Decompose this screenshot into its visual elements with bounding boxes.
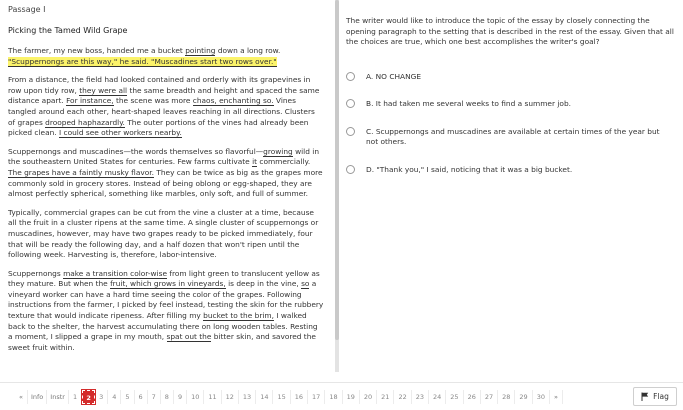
answer-choice-b[interactable] <box>346 99 676 110</box>
underlined-text[interactable]: it <box>252 157 258 167</box>
flag-button[interactable] <box>633 387 677 406</box>
passage-paragraph-1: The farmer, my new boss, handed me a bucket pointing down a long row. "Scuppernongs are this way," he said. "Muscadines start two rows over." <box>8 46 281 66</box>
underlined-text[interactable]: spat out the <box>166 332 212 342</box>
question-nav <box>15 390 563 404</box>
pane-scrollbar-thumb[interactable] <box>335 0 339 340</box>
question-number[interactable]: 28 <box>498 390 515 404</box>
choice-label[interactable]: C. Scuppernongs and muscadines are available at certain times of the year but not others. <box>366 126 660 146</box>
radio-button[interactable] <box>346 99 355 108</box>
question-number[interactable]: 5 <box>121 390 134 404</box>
question-number[interactable]: 12 <box>222 390 239 404</box>
question-number[interactable]: 11 <box>204 390 221 404</box>
underlined-text[interactable]: so <box>301 279 310 289</box>
flag-label[interactable]: Flag <box>653 392 669 401</box>
underlined-text[interactable]: bucket to the brim, <box>203 311 274 321</box>
question-number[interactable]: 15 <box>273 390 290 404</box>
underlined-text[interactable]: The grapes have a faintly musky flavor. <box>8 167 154 177</box>
question-number[interactable]: 17 <box>308 390 325 404</box>
question-number[interactable]: 4 <box>108 390 121 404</box>
question-number-current[interactable]: 2 <box>82 390 95 404</box>
question-number[interactable]: 10 <box>187 390 204 404</box>
underlined-text[interactable]: fruit, which grows in vineyards, <box>110 279 226 289</box>
radio-button[interactable] <box>346 127 355 136</box>
passage-paragraph-3: Scuppernongs and muscadines—the words themselves so flavorful—growing wild in the southeastern United States for centuries. Few farms cultivate it commercially. The grapes have a faintly musky flavor. They can be twice as big as the grapes more commonly sold in grocery stores. Instead of being oblong or egg-shaped, they are almost perfectly spherical, something like marbles, only soft, and full of summer. <box>8 146 323 199</box>
underlined-text[interactable]: they were all <box>79 85 128 95</box>
passage-paragraph-2: From a distance, the field had looked contained and orderly with its grapevines in row upon tidy row, they were all the same breadth and height and spaced the same distance apart. For instance, the scene was more chaos, enchanting so. Vines tangled around each other, heart-shaped leaves reaching in all directions. Clusters of grapes drooped haphazardly. The outer portions of the vines had already been picked clean. I could see other workers nearby. <box>8 75 320 138</box>
passage-pane[interactable] <box>0 0 330 382</box>
passage-title: Picking the Tamed Wild Grape <box>8 26 128 35</box>
underlined-text[interactable]: I could see other workers nearby. <box>59 128 182 138</box>
passage-paragraph-4: Typically, commercial grapes can be cut from the vine a cluster at a time, because all the fruit in a cluster ripens at the same time. A single cluster of scuppernongs or muscadines, however, may have two grapes ready to be picked immediately, four that will be ready the following day, and a half dozen that won't ripen until the following week. Harvesting is, therefore, labor-intensive. <box>8 207 319 260</box>
question-pane <box>346 16 676 192</box>
question-navigation-bar <box>0 382 683 410</box>
previous-arrow[interactable]: « <box>15 390 28 404</box>
answer-choice-c[interactable] <box>346 127 676 148</box>
question-prompt: The writer would like to introduce the topic of the essay by closely connecting the opening paragraph to the setting that is described in the rest of the essay. Given that all the choices are true, which one best accomplishes the writer's goal? <box>346 16 674 46</box>
answer-choice-a[interactable] <box>346 72 676 83</box>
choice-label[interactable]: B. It had taken me several weeks to find a summer job. <box>366 99 571 108</box>
question-number[interactable]: 16 <box>291 390 308 404</box>
question-number[interactable]: 19 <box>343 390 360 404</box>
passage-paragraph-5: Scuppernongs make a transition color-wise from light green to translucent yellow as they mature. But when the fruit, which grows in vineyards, is deep in the vine, so a vineyard worker can have a hard time seeing the color of the grapes. Following instructions from the farmer, I picked by feel instead, testing the skin for the rubbery texture that would indicate ripeness. After filling my bucket to the brim, I walked back to the shelter, the harvest accumulating there on long wooden tables. Resting a moment, I slipped a grape in my mouth, spat out the bitter skin, and savored the sweet fruit within. <box>8 268 324 352</box>
radio-button[interactable] <box>346 165 355 174</box>
question-number[interactable]: 13 <box>239 390 256 404</box>
question-number[interactable]: 14 <box>256 390 273 404</box>
question-number[interactable]: 30 <box>533 390 550 404</box>
choice-label[interactable]: D. "Thank you," I said, noticing that it was a big bucket. <box>366 164 573 174</box>
passage-header: Passage I <box>8 5 46 14</box>
question-number[interactable]: 23 <box>412 390 429 404</box>
question-number[interactable]: 1 <box>69 390 82 404</box>
question-number[interactable]: 7 <box>148 390 161 404</box>
question-number[interactable]: 25 <box>446 390 463 404</box>
question-number[interactable]: 6 <box>135 390 148 404</box>
instructions-link[interactable]: Instr <box>47 390 69 404</box>
underlined-text[interactable]: pointing <box>185 46 216 55</box>
question-number[interactable]: 27 <box>481 390 498 404</box>
question-number[interactable]: 26 <box>464 390 481 404</box>
radio-button[interactable] <box>346 72 355 81</box>
flag-icon <box>641 392 649 401</box>
answer-choices <box>346 72 676 176</box>
underlined-text[interactable]: growing <box>263 146 293 156</box>
question-number[interactable]: 3 <box>95 390 108 404</box>
underlined-text[interactable]: chaos, enchanting so. <box>192 96 274 106</box>
highlighted-question-text[interactable]: "Scuppernongs are this way," he said. "Muscadines start two rows over." <box>8 56 277 66</box>
question-number[interactable]: 9 <box>174 390 187 404</box>
question-number[interactable]: 21 <box>377 390 394 404</box>
question-number[interactable]: 24 <box>429 390 446 404</box>
underlined-text[interactable]: drooped haphazardly. <box>45 117 125 127</box>
answer-choice-d[interactable] <box>346 165 676 176</box>
info-link[interactable]: Info <box>28 390 47 404</box>
underlined-text[interactable]: For instance, <box>66 96 114 106</box>
underlined-text[interactable]: make a transition color-wise <box>63 268 168 278</box>
question-number[interactable]: 20 <box>360 390 377 404</box>
next-arrow[interactable]: » <box>550 390 563 404</box>
question-number[interactable]: 22 <box>394 390 411 404</box>
question-number[interactable]: 8 <box>161 390 174 404</box>
question-number[interactable]: 29 <box>515 390 532 404</box>
choice-label[interactable]: A. NO CHANGE <box>366 71 422 81</box>
question-number[interactable]: 18 <box>325 390 342 404</box>
